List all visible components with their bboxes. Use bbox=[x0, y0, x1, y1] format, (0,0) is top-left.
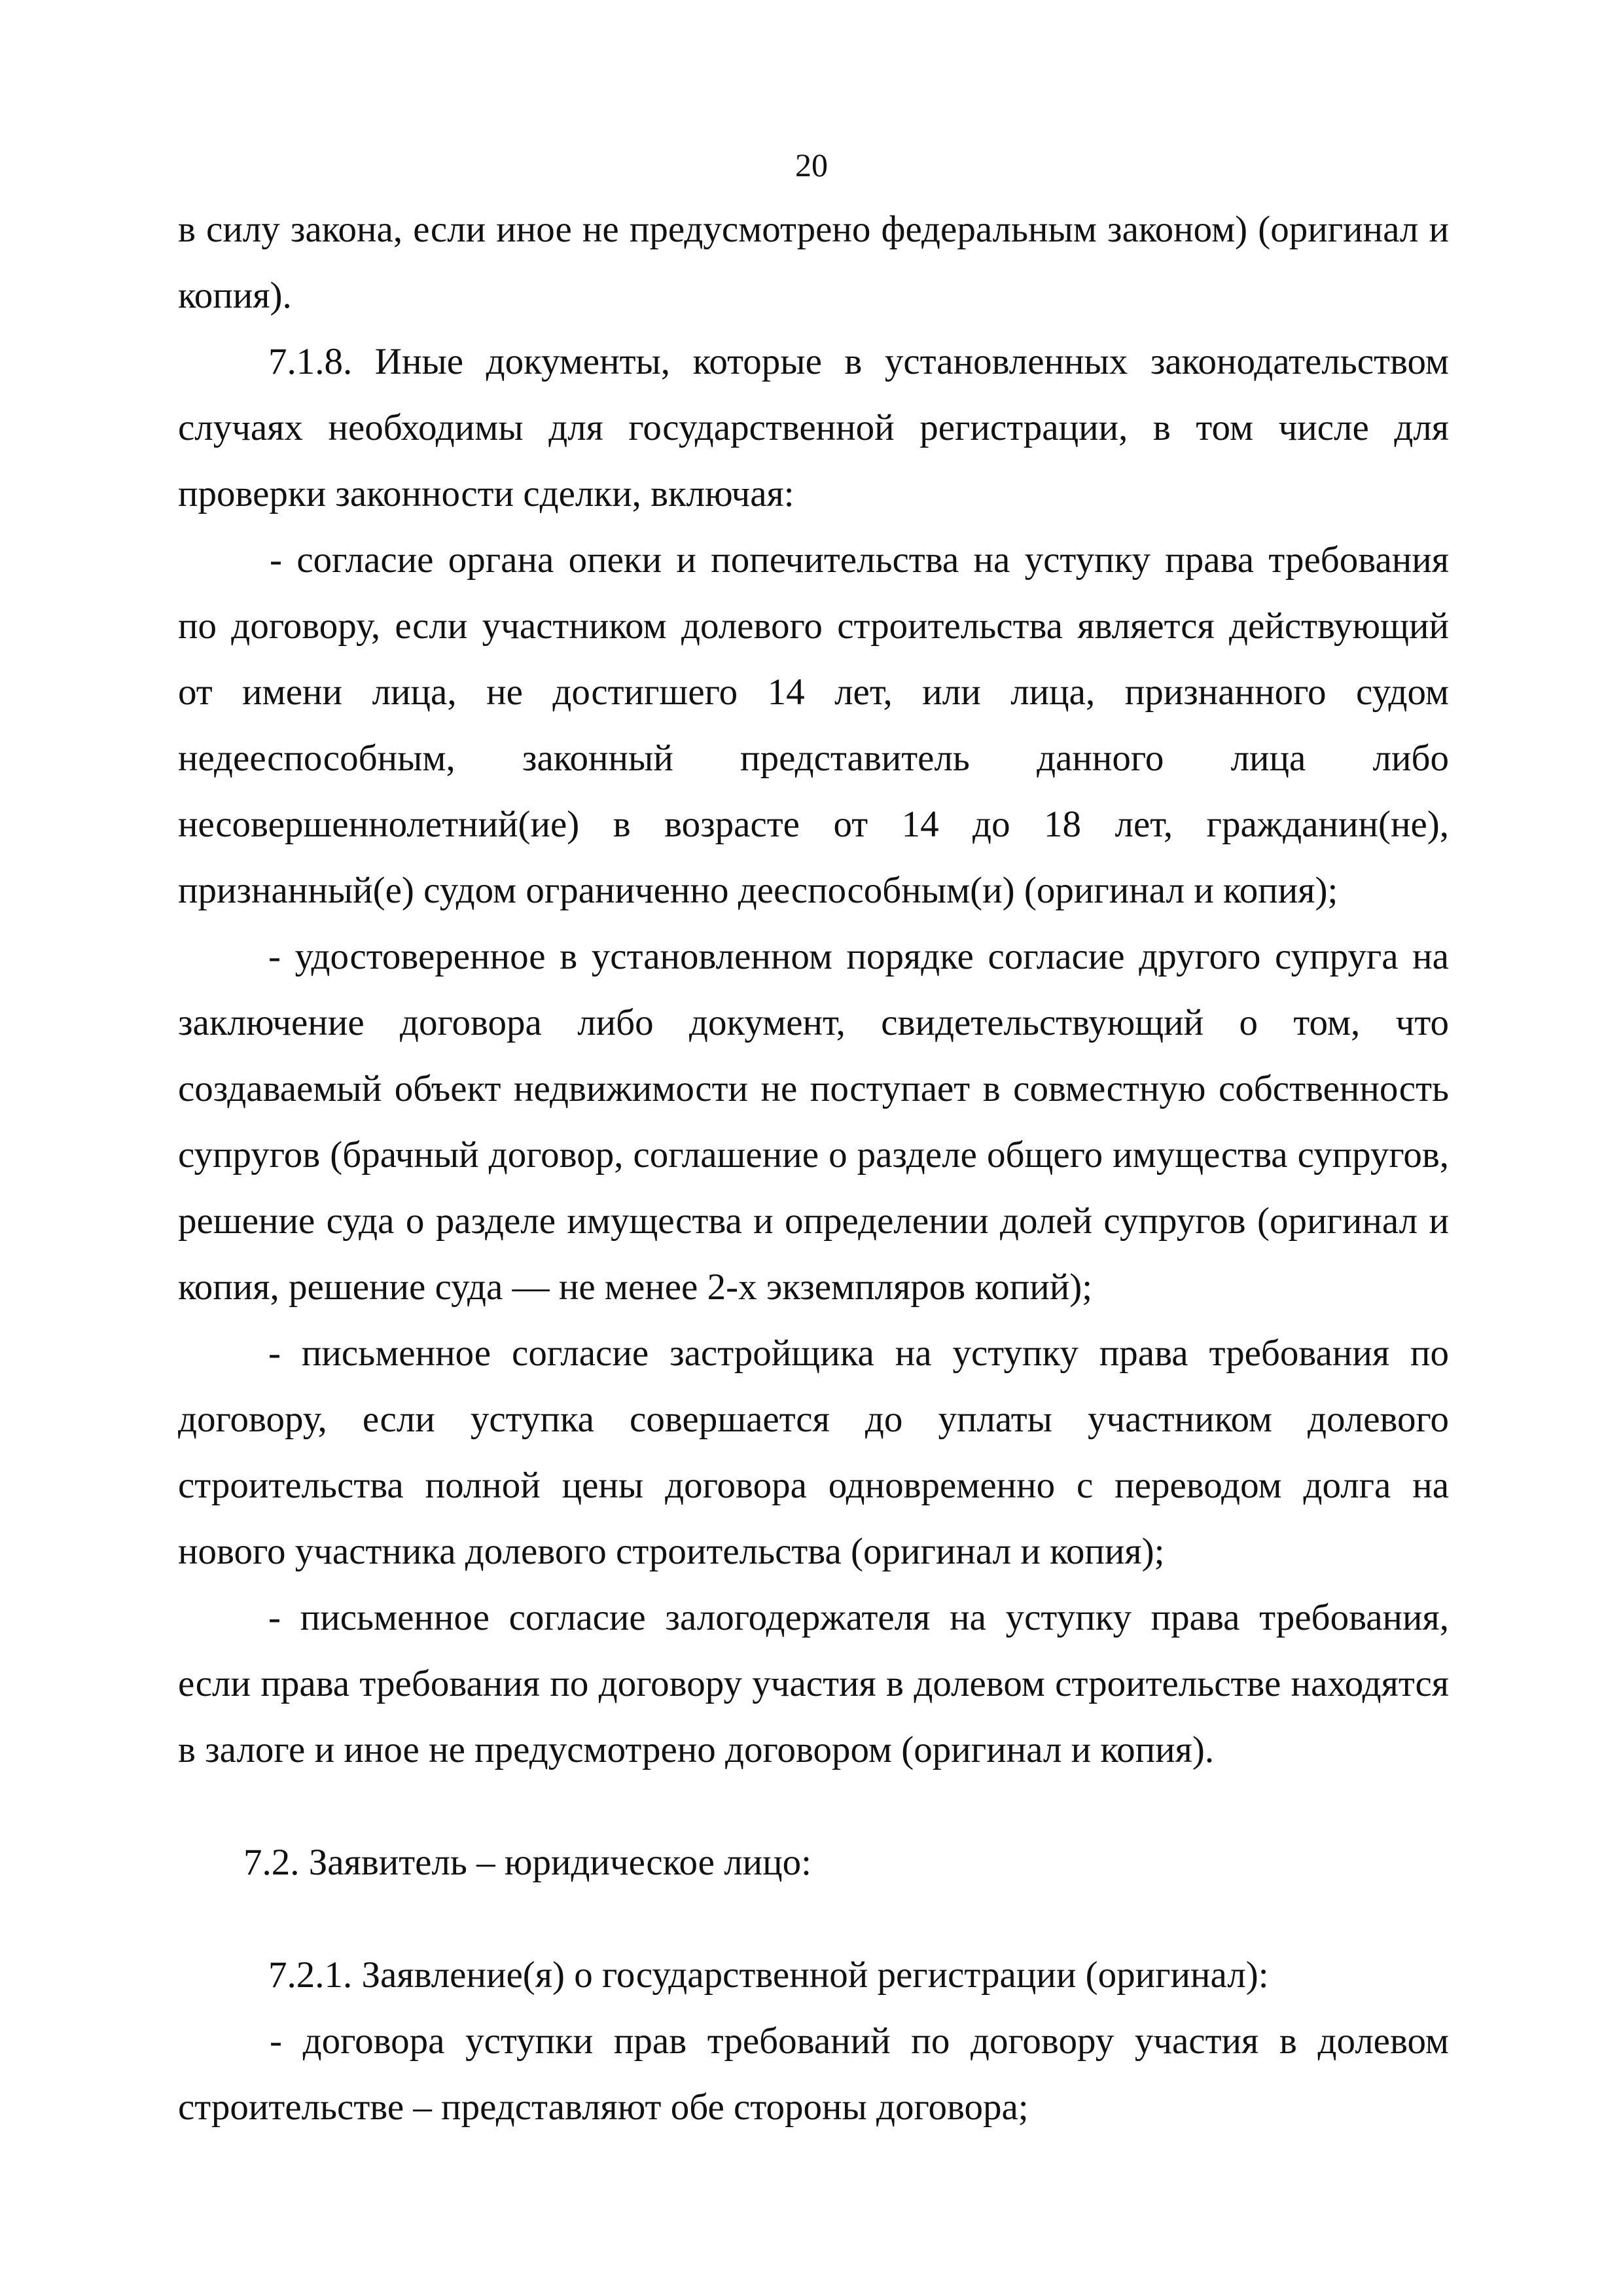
paragraph-7-1-8: 7.1.8. Иные документы, которые в установленных законодательством случаях необходимы для государственной регистрации, в том числе для проверки законности сделки, включая: bbox=[178, 341, 1449, 514]
paragraph-7-2-1: 7.2.1. Заявление(я) о государственной регистрации (оригинал): bbox=[268, 1954, 1269, 1996]
list-item-assignment-contract: - договора уступки прав требований по договору участия в долевом строительстве – представляют обе стороны договора; bbox=[178, 2020, 1449, 2128]
list-item-developer-consent: - письменное согласие застройщика на уступку права требования по договору, если уступка совершается до уплаты участником долевого строительства полной цены договора одновременно с переводом долга на нового участника долевого строительства (оригинал и копия); bbox=[178, 1333, 1449, 1572]
page-number: 20 bbox=[795, 147, 828, 183]
document-body bbox=[178, 196, 1449, 2140]
list-item-pledgee-consent: - письменное согласие залогодержателя на уступку права требования, если права требования по договору участия в долевом строительстве находятся в залоге и иное не предусмотрено договором (оригинал и копия). bbox=[178, 1597, 1449, 1770]
section-heading-7-2: 7.2. Заявитель – юридическое лицо: bbox=[243, 1842, 812, 1883]
paragraph-continuation: в силу закона, если иное не предусмотрено федеральным законом) (оригинал и копия). bbox=[178, 209, 1449, 316]
list-item-spouse-consent: - удостоверенное в установленном порядке согласие другого супруга на заключение договора либо документ, свидетельствующий о том, что создаваемый объект недвижимости не поступает в совместную собственность супругов (брачный договор, соглашение о разделе общего имущества супругов, решение суда о разделе имущества и определении долей супругов (оригинал и копия, решение суда — не менее 2-х экземпляров копий); bbox=[178, 936, 1449, 1308]
list-item-guardianship-consent: - согласие органа опеки и попечительства на уступку права требования по договору, если участником долевого строительства является действующий от имени лица, не достигшего 14 лет, или лица, признанного судом недееспособным, законный представитель данного лица либо несовершеннолетний(ие) в возрасте от 14 до 18 лет, гражданин(не), признанный(е) судом ограниченно дееспособным(и) (оригинал и копия); bbox=[178, 539, 1449, 911]
